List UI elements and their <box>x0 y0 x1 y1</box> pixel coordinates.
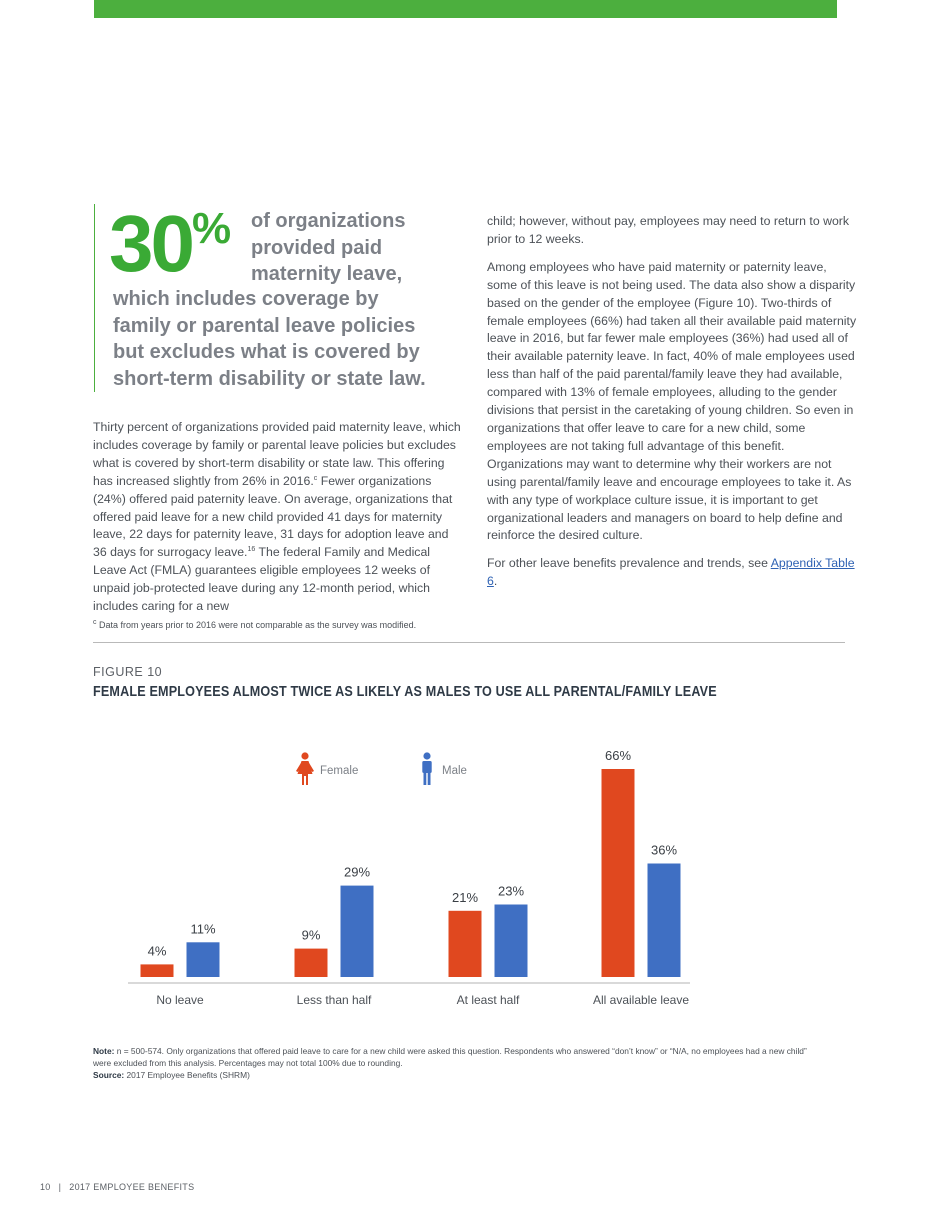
source-line <box>93 1069 813 1081</box>
endnote-reference-16: 16 <box>247 546 256 554</box>
category-label-less-than-half: Less than half <box>296 993 372 1007</box>
category-label-no-leave: No leave <box>156 993 204 1007</box>
footnote-text: Data from years prior to 2016 were not comparable as the survey was modified. <box>96 620 417 630</box>
right-paragraph-1: child; however, without pay, employees may need to return to work prior to 12 weeks. <box>487 214 850 246</box>
category-label-all-available-leave: All available leave <box>592 993 690 1007</box>
data-label-female-0: 4% <box>147 943 167 959</box>
female-icon <box>296 752 314 785</box>
left-paragraph-part-2: Fewer organizations (24%) offered paid paternity leave. On average, organizations that offered paid leave for a new child provided 41 days for maternity leave, 22 days for paternity leave, 31 days for adoption leave and 36 days for surrogacy leave. <box>93 473 453 560</box>
right-paragraph-2: Among employees who have paid maternity or paternity leave, some of this leave is not being used. The data also show a disparity based on the gender of the employee (Figure 10). Two-thirds of female employees (66%) had taken all their available paid maternity leave in 2016, but far fewer male employees (36%) had used all of their available paternity leave. In fact, 40% of male employees used less than half of the paid parental/family leave they had available, compared with 13% of female employees, alluding to the gender divisions that persist in the caretaking of young children. So even in organizations that offer leave to care for a new child, some employees are not taking full advantage of this benefit. Organizations may want to determine why their workers are not using parental/family leave and encourage employees to take it. As with any type of workplace culture issue, it is important to get organizational leaders and managers on board to help define and reinforce the desired culture. <box>487 259 857 543</box>
footer-separator: | <box>58 1182 62 1192</box>
bar-female-at-least-half <box>449 911 482 977</box>
note-label: Note: <box>93 1046 115 1056</box>
source-text: 2017 Employee Benefits (SHRM) <box>124 1070 250 1080</box>
footnote-marker: c <box>93 619 97 626</box>
figure-label: FIGURE 10 <box>93 665 163 679</box>
note-text: n = 500-574. Only organizations that offered paid leave to care for a new child were asked this question. Respondents who answered “don’t know” or “N/A, no employees had a new child” were excluded from this analysis. Percentages may not total 100% due to rounding. <box>93 1046 807 1068</box>
category-label-at-least-half: At least half <box>456 993 520 1007</box>
bar-female-no-leave <box>141 964 174 977</box>
bar-male-at-least-half <box>495 905 528 978</box>
bar-male-all-available-leave <box>648 864 681 978</box>
legend-female-label: Female <box>320 765 359 777</box>
figure-title: FEMALE EMPLOYEES ALMOST TWICE AS LIKELY AS MALES TO USE ALL PARENTAL/FAMILY LEAVE <box>93 683 717 700</box>
data-label-female-3: 66% <box>604 748 632 763</box>
note-line <box>93 1045 813 1069</box>
chart-legend <box>296 752 467 785</box>
left-paragraph-part-1: Thirty percent of organizations provided paid maternity leave, which includes coverage by family or parental leave policies but excludes what is covered by short-term disability or state law. This offering has increased slightly from 26% in 2016. <box>93 420 461 488</box>
bar-male-no-leave <box>187 942 220 977</box>
bar-female-less-than-half <box>295 949 328 977</box>
callout-continuation: which includes coverage by family or parental leave policies but excludes what is covered by short-term disability or state law. <box>113 288 426 390</box>
data-label-female-1: 9% <box>301 927 321 943</box>
callout-number: 30 <box>109 199 192 288</box>
publication-name: 2017 EMPLOYEE BENEFITS <box>69 1182 195 1192</box>
left-paragraph-part-3: The federal Family and Medical Leave Act (FMLA) guarantees eligible employees 12 weeks of unpaid job-protected leave during any 12-month period, which includes caring for a new <box>93 545 431 614</box>
legend-male-label: Male <box>442 765 467 777</box>
source-label: Source: <box>93 1070 125 1080</box>
appendix-reference-text: For other leave benefits prevalence and trends, see <box>487 556 771 571</box>
appendix-reference-end: . <box>493 574 498 589</box>
callout-headline: of organizations provided paid maternity leave, <box>251 210 406 285</box>
data-label-female-2: 21% <box>451 889 479 905</box>
data-label-male-1: 29% <box>343 864 371 880</box>
male-icon <box>422 752 431 785</box>
chart-notes <box>93 1045 813 1081</box>
bar-female-all-available-leave <box>602 769 635 977</box>
chart-marks <box>141 748 690 1007</box>
footnote-reference-c: c <box>313 474 318 482</box>
page-number: 10 <box>40 1182 51 1192</box>
callout-percent-sign: % <box>191 204 232 253</box>
data-label-male-0: 11% <box>190 921 216 937</box>
bar-male-less-than-half <box>341 886 374 977</box>
data-label-male-2: 23% <box>497 883 525 899</box>
data-label-male-3: 36% <box>650 842 678 858</box>
page-footer <box>40 1182 194 1192</box>
appendix-table-6-link[interactable]: Appendix Table 6 <box>487 556 855 589</box>
